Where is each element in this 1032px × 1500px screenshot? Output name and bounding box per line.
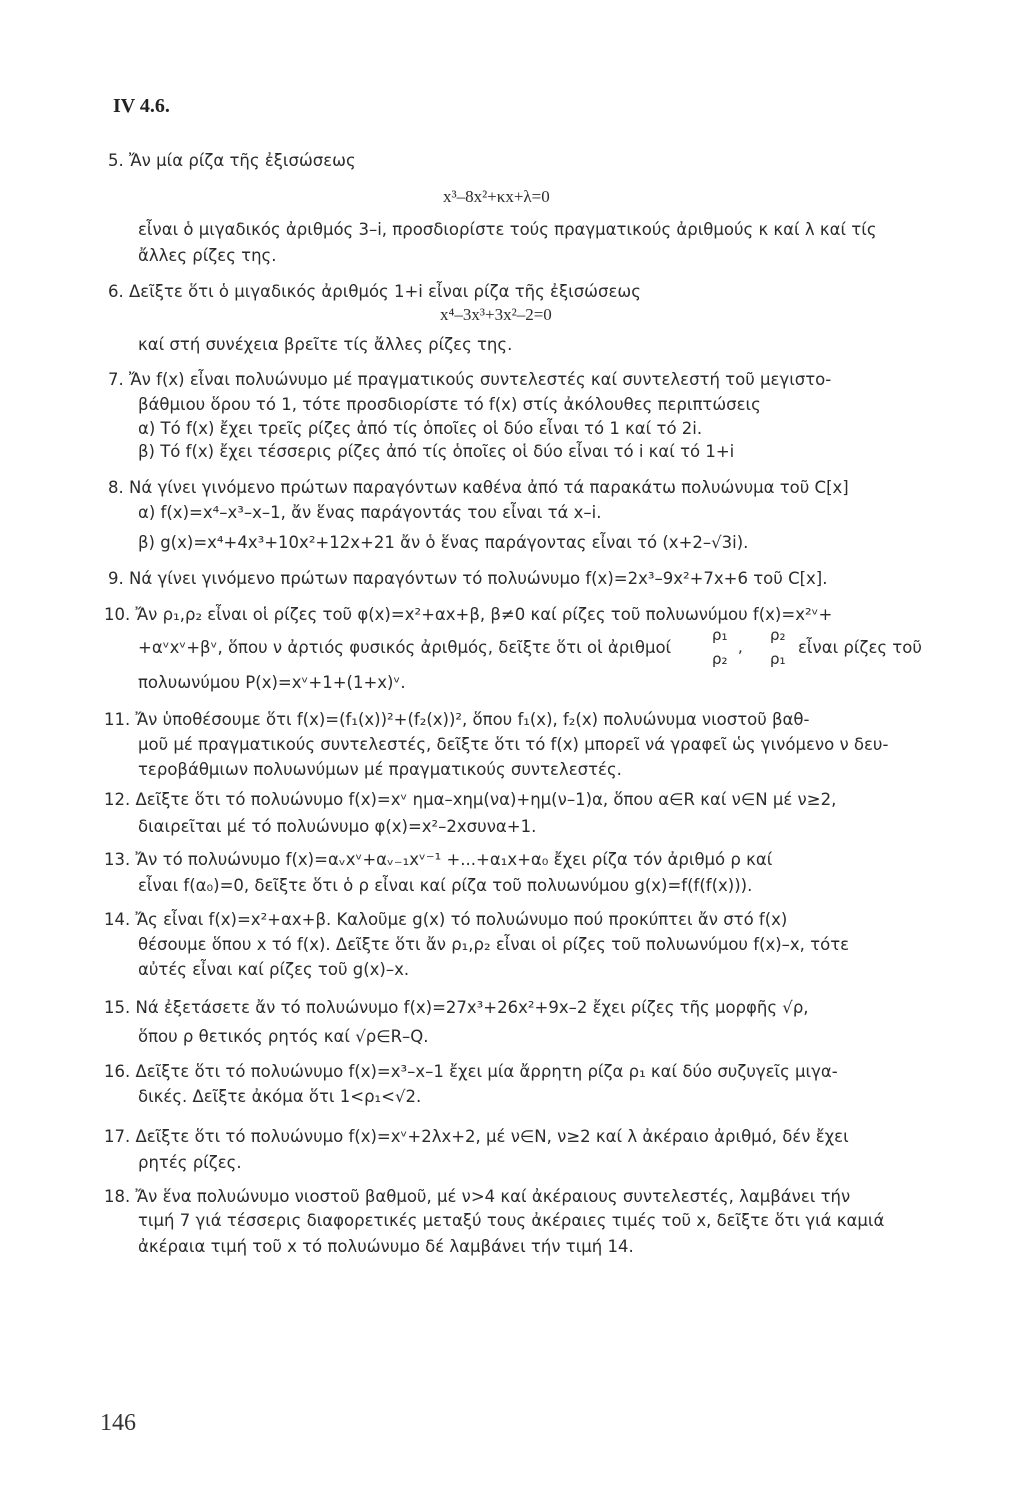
exercise-9-line-1: 9. Νά γίνει γινόμενο πρώτων παραγόντων τό πολυώνυμο f(x)=2x³–9x²+7x+6 τοῦ C[x]. <box>108 569 828 588</box>
exercise-14-line-2: θέσουμε ὅπου x τό f(x). Δεῖξτε ὅτι ἄν ρ₁,ρ₂ εἶναι οἱ ρίζες τοῦ πολυωνύμου f(x)–x, τότε <box>138 935 850 954</box>
exercise-14-line-3: αὐτές εἶναι καί ρίζες τοῦ g(x)–x. <box>138 960 410 979</box>
exercise-12-line-2: διαιρεῖται μέ τό πολυώνυμο φ(x)=x²–2xσυνα+1. <box>138 817 537 836</box>
exercise-14-line-1: 14. Ἄς εἶναι f(x)=x²+αx+β. Καλοῦμε g(x) τό πολυώνυμο πού προκύπτει ἄν στό f(x) <box>104 910 788 929</box>
exercise-7-line-1: 7. Ἄν f(x) εἶναι πολυώνυμο μέ πραγματικούς συντελεστές καί συντελεστή τοῦ μεγιστο- <box>108 370 832 389</box>
exercise-8-part-a: α) f(x)=x⁴–x³–x–1, ἄν ἕνας παράγοντάς του εἶναι τά x–i. <box>138 503 602 522</box>
exercise-17-line-1: 17. Δεῖξτε ὅτι τό πολυώνυμο f(x)=xᵛ+2λx+2, μέ ν∈N, ν≥2 καί λ ἀκέραιο ἀριθμό, δέν ἔχει <box>104 1127 849 1146</box>
exercise-7-line-2: βάθμιου ὅρου τό 1, τότε προσδιορίστε τό f(x) στίς ἀκόλουθες περιπτώσεις <box>138 395 761 414</box>
exercise-17-line-2: ρητές ρίζες. <box>138 1153 242 1172</box>
exercise-10-line-2: +αᵛxᵛ+βᵛ, ὅπου ν ἀρτιός φυσικός ἀριθμός, δεῖξτε ὅτι οἱ ἀριθμοί <box>138 638 672 657</box>
fraction-a-denominator: ρ₂ <box>712 650 728 668</box>
exercise-16-line-2: δικές. Δεῖξτε ἀκόμα ὅτι 1<ρ₁<√2. <box>138 1087 422 1106</box>
exercise-13-line-2: εἶναι f(α₀)=0, δεῖξτε ὅτι ὁ ρ εἶναι καί ρίζα τοῦ πολυωνύμου g(x)=f(f(f(x))). <box>138 876 753 895</box>
exercise-12-line-1: 12. Δεῖξτε ὅτι τό πολυώνυμο f(x)=xᵛ ημα–xημ(να)+ημ(ν–1)α, ὅπου α∈R καί ν∈N μέ ν≥2, <box>104 790 837 809</box>
exercise-7-part-a: α) Τό f(x) ἔχει τρεῖς ρίζες ἀπό τίς ὁποῖες οἱ δύο εἶναι τό 1 καί τό 2i. <box>138 419 703 438</box>
exercise-10-line-3: πολυωνύμου P(x)=xᵛ+1+(1+x)ᵛ. <box>138 673 406 692</box>
exercise-5-line-3: ἄλλες ρίζες της. <box>138 246 277 265</box>
section-heading: IV 4.6. <box>113 95 170 117</box>
exercise-5-line-1: 5. Ἄν μία ρίζα τῆς ἐξισώσεως <box>108 151 356 170</box>
exercise-13-line-1: 13. Ἄν τό πολυώνυμο f(x)=αᵥxᵛ+αᵥ₋₁xᵛ⁻¹ +...+α₁x+α₀ ἔχει ρίζα τόν ἀριθμό ρ καί <box>104 850 773 869</box>
exercise-15-line-2: ὅπου ρ θετικός ρητός καί √ρ∈R–Q. <box>138 1027 429 1046</box>
exercise-10-line-1: 10. Ἄν ρ₁,ρ₂ εἶναι οἱ ρίζες τοῦ φ(x)=x²+αx+β, β≠0 καί ρίζες τοῦ πολυωνύμου f(x)=x²ᵛ+ <box>104 605 833 624</box>
exercise-16-line-1: 16. Δεῖξτε ὅτι τό πολυώνυμο f(x)=x³–x–1 ἔχει μία ἄρρητη ρίζα ρ₁ καί δύο συζυγεῖς μιγα- <box>104 1062 838 1081</box>
fraction-b-numerator: ρ₂ <box>770 626 786 644</box>
exercise-11-line-1: 11. Ἄν ὑποθέσουμε ὅτι f(x)=(f₁(x))²+(f₂(x))², ὅπου f₁(x), f₂(x) πολυώνυμα νιοστοῦ βαθ- <box>104 710 810 729</box>
exercise-5-equation: x³–8x²+κx+λ=0 <box>443 187 550 206</box>
exercise-10-line-2-end: εἶναι ρίζες τοῦ <box>798 638 922 657</box>
fraction-b-denominator: ρ₁ <box>770 650 786 668</box>
exercise-15-line-1: 15. Νά ἐξετάσετε ἄν τό πολυώνυμο f(x)=27x³+26x²+9x–2 ἔχει ρίζες τῆς μορφῆς √ρ, <box>104 998 809 1017</box>
exercise-18-line-2: τιμή 7 γιά τέσσερις διαφορετικές μεταξύ τους ἀκέραιες τιμές τοῦ x, δεῖξτε ὅτι γιά καμιά <box>138 1211 885 1230</box>
exercise-5-line-2: εἶναι ὁ μιγαδικός ἀριθμός 3–i, προσδιορίστε τούς πραγματικούς ἀριθμούς κ καί λ καί τίς <box>138 220 877 239</box>
exercise-6-line-2: καί στή συνέχεια βρεῖτε τίς ἄλλες ρίζες της. <box>138 335 513 354</box>
exercise-6-line-1: 6. Δεῖξτε ὅτι ὁ μιγαδικός ἀριθμός 1+i εἶναι ρίζα τῆς ἐξισώσεως <box>108 282 641 301</box>
exercise-18-line-1: 18. Ἄν ἕνα πολυώνυμο νιοστοῦ βαθμοῦ, μέ ν>4 καί ἀκέραιους συντελεστές, λαμβάνει τήν <box>104 1187 851 1206</box>
exercise-7-part-b: β) Τό f(x) ἔχει τέσσερις ρίζες ἀπό τίς ὁποῖες οἱ δύο εἶναι τό i καί τό 1+i <box>138 442 735 461</box>
page-number: 146 <box>100 1410 136 1436</box>
fraction-a-numerator: ρ₁ <box>712 626 728 644</box>
exercise-11-line-3: τεροβάθμιων πολυωνύμων μέ πραγματικούς συντελεστές. <box>138 760 622 779</box>
exercise-8-part-b: β) g(x)=x⁴+4x³+10x²+12x+21 ἄν ὁ ἕνας παράγοντας εἶναι τό (x+2–√3i). <box>138 533 749 552</box>
exercise-18-line-3: ἀκέραια τιμή τοῦ x τό πολυώνυμο δέ λαμβάνει τήν τιμή 14. <box>138 1237 634 1256</box>
exercise-8-line-1: 8. Νά γίνει γινόμενο πρώτων παραγόντων καθένα ἀπό τά παρακάτω πολυώνυμα τοῦ C[x] <box>108 478 849 497</box>
fraction-separator: , <box>738 638 743 656</box>
exercise-6-equation: x⁴–3x³+3x²–2=0 <box>440 305 552 324</box>
exercise-11-line-2: μοῦ μέ πραγματικούς συντελεστές, δεῖξτε ὅτι τό f(x) μπορεῖ νά γραφεῖ ὡς γινόμενο ν δευ- <box>138 735 889 754</box>
